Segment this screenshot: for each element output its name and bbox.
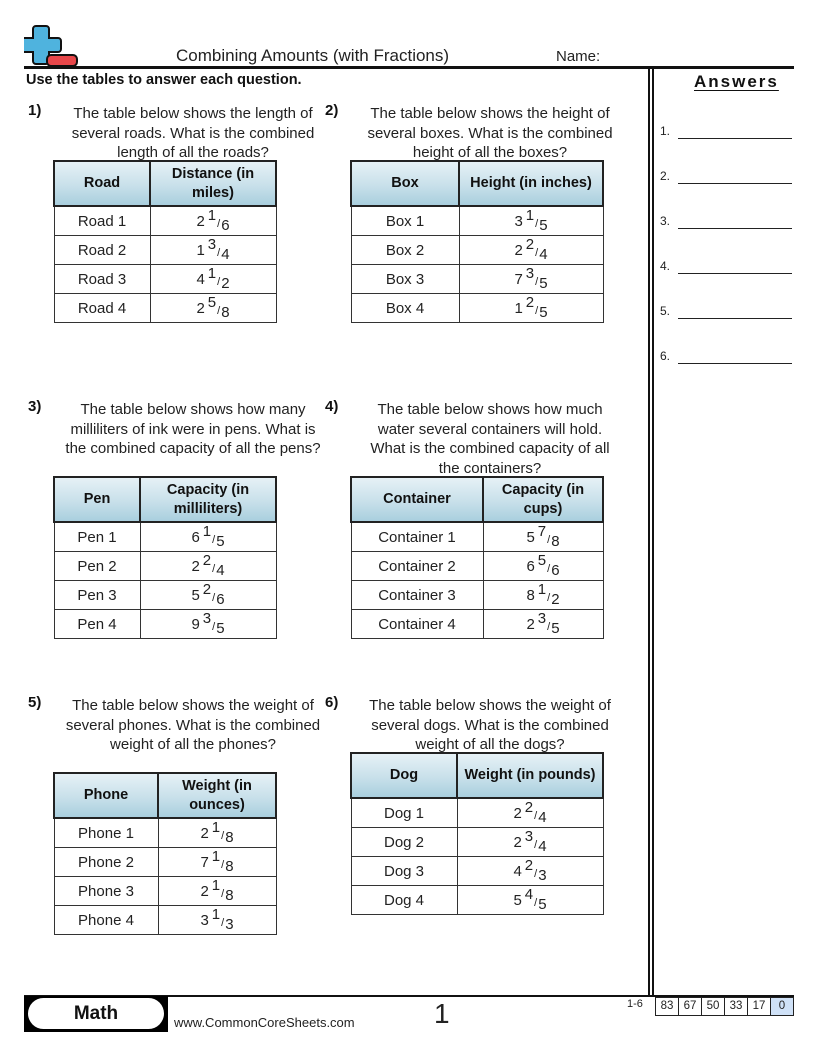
whole-part: 4 <box>196 270 205 288</box>
numerator: 4 <box>524 885 534 903</box>
row-label: Box 4 <box>351 294 459 323</box>
denominator: 2 <box>551 590 560 608</box>
numerator: 5 <box>537 551 547 569</box>
numerator: 1 <box>211 876 221 894</box>
answer-column-divider <box>648 69 650 996</box>
fraction-slash: / <box>534 809 538 822</box>
table-header-row <box>351 161 603 206</box>
whole-part: 5 <box>191 586 200 604</box>
table-row <box>54 522 276 552</box>
whole-part: 2 <box>526 615 535 633</box>
denominator: 4 <box>538 837 547 855</box>
mixed-number <box>196 235 230 263</box>
instructions: Use the tables to answer each question. <box>26 72 302 88</box>
denominator: 8 <box>225 857 234 875</box>
subject-label: Math <box>28 998 164 1029</box>
table-row <box>54 265 276 294</box>
numerator: 2 <box>524 856 534 874</box>
whole-part: 2 <box>514 241 523 259</box>
whole-part: 9 <box>191 615 200 633</box>
problem-range: 1-6 <box>627 998 643 1010</box>
table-header-row <box>54 161 276 206</box>
score-cell: 67 <box>678 998 701 1015</box>
row-value <box>483 581 603 610</box>
whole-part: 4 <box>513 862 522 880</box>
row-value <box>459 265 603 294</box>
denominator: 4 <box>216 561 225 579</box>
header-rule <box>24 66 794 69</box>
whole-part: 7 <box>514 270 523 288</box>
mixed-number <box>191 609 225 637</box>
problem-text: The table below shows how many milliliters of ink were in pens. What is the combined capacity of all the pens? <box>65 401 321 457</box>
answers-title: Answers <box>694 72 779 91</box>
numerator: 7 <box>537 522 547 540</box>
table-header-row <box>351 477 603 522</box>
fraction-slash: / <box>221 858 225 871</box>
row-label: Phone 4 <box>54 906 158 935</box>
problem-number: 1) <box>28 102 42 119</box>
numerator: 3 <box>207 235 217 253</box>
whole-part: 2 <box>513 833 522 851</box>
column-header: Box <box>351 161 459 206</box>
whole-part: 2 <box>196 299 205 317</box>
fraction-slash: / <box>221 916 225 929</box>
fraction-slash: / <box>212 533 216 546</box>
fraction-slash: / <box>535 217 539 230</box>
row-value <box>140 552 276 581</box>
mixed-number <box>513 827 547 855</box>
fraction-slash: / <box>212 591 216 604</box>
numerator: 3 <box>537 609 547 627</box>
table-row <box>54 552 276 581</box>
row-label: Pen 3 <box>54 581 140 610</box>
score-cell: 50 <box>701 998 724 1015</box>
numerator: 1 <box>537 580 547 598</box>
mixed-number <box>191 551 225 579</box>
row-value <box>150 206 276 236</box>
denominator: 6 <box>216 590 225 608</box>
table-row <box>351 610 603 639</box>
fraction-slash: / <box>547 591 551 604</box>
row-label: Dog 2 <box>351 828 457 857</box>
fraction-slash: / <box>217 275 221 288</box>
row-value <box>459 294 603 323</box>
fraction-slash: / <box>547 562 551 575</box>
numerator: 2 <box>202 580 212 598</box>
fraction-slash: / <box>212 620 216 633</box>
whole-part: 2 <box>513 804 522 822</box>
whole-part: 6 <box>526 557 535 575</box>
table-row <box>351 886 603 915</box>
answer-number: 1. <box>660 124 671 138</box>
row-value <box>140 522 276 552</box>
problem-text: The table below shows how much water several containers will hold. What is the combined capacity of all the containers? <box>370 401 610 477</box>
denominator: 8 <box>225 828 234 846</box>
column-header: Capacity (in milliliters) <box>140 477 276 522</box>
table-row <box>54 877 276 906</box>
column-header: Weight (in pounds) <box>457 753 603 798</box>
numerator: 1 <box>211 847 221 865</box>
numerator: 2 <box>524 798 534 816</box>
denominator: 8 <box>551 532 560 550</box>
whole-part: 2 <box>191 557 200 575</box>
row-label: Container 3 <box>351 581 483 610</box>
name-label: Name: <box>556 48 601 65</box>
whole-part: 8 <box>526 586 535 604</box>
row-value <box>457 828 603 857</box>
mixed-number <box>196 293 230 321</box>
row-label: Pen 4 <box>54 610 140 639</box>
table-row <box>54 906 276 935</box>
fraction-slash: / <box>221 887 225 900</box>
mixed-number <box>191 522 225 550</box>
row-label: Container 1 <box>351 522 483 552</box>
denominator: 4 <box>539 245 548 263</box>
row-value <box>158 818 276 848</box>
answer-line[interactable] <box>678 318 792 319</box>
column-header: Height (in inches) <box>459 161 603 206</box>
denominator: 6 <box>221 216 230 234</box>
data-table <box>53 772 277 935</box>
answer-number: 5. <box>660 304 671 318</box>
whole-part: 6 <box>191 528 200 546</box>
numerator: 3 <box>524 827 534 845</box>
score-cell: 17 <box>747 998 770 1015</box>
row-value <box>457 798 603 828</box>
problem-text: The table below shows the weight of several dogs. What is the combined weight of all the dogs? <box>369 697 611 753</box>
row-label: Phone 1 <box>54 818 158 848</box>
answer-slot-5[interactable] <box>660 304 800 324</box>
row-value <box>140 610 276 639</box>
numerator: 1 <box>211 818 221 836</box>
column-header: Distance (in miles) <box>150 161 276 206</box>
denominator: 6 <box>551 561 560 579</box>
row-value <box>483 522 603 552</box>
table-row <box>351 294 603 323</box>
denominator: 8 <box>221 303 230 321</box>
column-header: Pen <box>54 477 140 522</box>
column-header: Road <box>54 161 150 206</box>
problem-text: The table below shows the length of several roads. What is the combined length of all the roads? <box>71 105 315 161</box>
table-row <box>54 294 276 323</box>
table-row <box>54 818 276 848</box>
column-header: Container <box>351 477 483 522</box>
fraction-slash: / <box>535 246 539 259</box>
problem-number: 2) <box>325 102 339 119</box>
row-label: Phone 2 <box>54 848 158 877</box>
site-url[interactable]: www.CommonCoreSheets.com <box>174 1015 355 1030</box>
row-value <box>457 886 603 915</box>
numerator: 5 <box>207 293 217 311</box>
whole-part: 5 <box>526 528 535 546</box>
row-label: Road 2 <box>54 236 150 265</box>
whole-part: 3 <box>200 911 209 929</box>
answer-line[interactable] <box>678 363 792 364</box>
mixed-number <box>200 847 234 875</box>
row-value <box>150 265 276 294</box>
table-row <box>351 828 603 857</box>
answer-number: 2. <box>660 169 671 183</box>
denominator: 8 <box>225 886 234 904</box>
table-row <box>351 236 603 265</box>
score-cell: 0 <box>770 998 793 1015</box>
problem-number: 6) <box>325 694 339 711</box>
table-row <box>351 265 603 294</box>
fraction-slash: / <box>212 562 216 575</box>
denominator: 5 <box>539 274 548 292</box>
table-header-row <box>351 753 603 798</box>
whole-part: 5 <box>513 891 522 909</box>
mixed-number <box>196 206 230 234</box>
column-header: Dog <box>351 753 457 798</box>
table-row <box>351 206 603 236</box>
fraction-slash: / <box>547 533 551 546</box>
row-value <box>150 294 276 323</box>
data-table <box>53 160 277 323</box>
whole-part: 7 <box>200 853 209 871</box>
numerator: 3 <box>202 609 212 627</box>
answer-slot-1[interactable] <box>660 124 800 144</box>
answer-line[interactable] <box>678 138 792 139</box>
denominator: 5 <box>539 303 548 321</box>
denominator: 4 <box>221 245 230 263</box>
answer-line[interactable] <box>678 183 792 184</box>
score-strip <box>655 997 794 1016</box>
row-label: Phone 3 <box>54 877 158 906</box>
fraction-slash: / <box>217 304 221 317</box>
mixed-number <box>526 551 560 579</box>
table-row <box>351 798 603 828</box>
mixed-number <box>526 580 560 608</box>
whole-part: 2 <box>200 824 209 842</box>
table-row <box>54 848 276 877</box>
answer-slot-3[interactable] <box>660 214 800 234</box>
score-cell: 33 <box>724 998 747 1015</box>
mixed-number <box>526 609 560 637</box>
row-label: Container 4 <box>351 610 483 639</box>
row-value <box>459 206 603 236</box>
row-label: Box 2 <box>351 236 459 265</box>
table-row <box>351 581 603 610</box>
column-header: Weight (in ounces) <box>158 773 276 818</box>
denominator: 5 <box>538 895 547 913</box>
fraction-slash: / <box>534 867 538 880</box>
denominator: 5 <box>539 216 548 234</box>
plus-minus-logo-icon <box>24 24 80 68</box>
numerator: 1 <box>207 264 217 282</box>
mixed-number <box>191 580 225 608</box>
fraction-slash: / <box>534 838 538 851</box>
row-value <box>158 877 276 906</box>
table-header-row <box>54 477 276 522</box>
whole-part: 2 <box>200 882 209 900</box>
answer-number: 6. <box>660 349 671 363</box>
row-label: Dog 4 <box>351 886 457 915</box>
worksheet-title: Combining Amounts (with Fractions) <box>176 46 450 65</box>
row-value <box>150 236 276 265</box>
fraction-slash: / <box>534 896 538 909</box>
fraction-slash: / <box>535 275 539 288</box>
mixed-number <box>200 905 234 933</box>
problem-number: 4) <box>325 398 339 415</box>
row-label: Road 4 <box>54 294 150 323</box>
mixed-number <box>514 293 548 321</box>
row-label: Box 1 <box>351 206 459 236</box>
page-number: 1 <box>434 998 450 1029</box>
numerator: 2 <box>525 293 535 311</box>
table-row <box>351 522 603 552</box>
row-value <box>158 848 276 877</box>
row-value <box>483 552 603 581</box>
data-table <box>53 476 277 639</box>
row-label: Dog 1 <box>351 798 457 828</box>
answer-number: 3. <box>660 214 671 228</box>
mixed-number <box>513 856 547 884</box>
row-label: Box 3 <box>351 265 459 294</box>
answer-slot-2[interactable] <box>660 169 800 189</box>
answer-column-divider <box>652 69 654 996</box>
table-header-row <box>54 773 276 818</box>
row-label: Pen 2 <box>54 552 140 581</box>
answer-line[interactable] <box>678 273 792 274</box>
answer-number: 4. <box>660 259 671 273</box>
whole-part: 3 <box>514 212 523 230</box>
row-value <box>483 610 603 639</box>
table-row <box>54 581 276 610</box>
denominator: 3 <box>225 915 234 933</box>
whole-part: 2 <box>196 212 205 230</box>
mixed-number <box>514 235 548 263</box>
denominator: 2 <box>221 274 230 292</box>
table-row <box>351 552 603 581</box>
table-row <box>54 236 276 265</box>
mixed-number <box>200 818 234 846</box>
fraction-slash: / <box>535 304 539 317</box>
row-label: Road 1 <box>54 206 150 236</box>
numerator: 3 <box>525 264 535 282</box>
row-value <box>158 906 276 935</box>
mixed-number <box>514 206 548 234</box>
numerator: 2 <box>202 551 212 569</box>
numerator: 1 <box>207 206 217 224</box>
row-value <box>459 236 603 265</box>
answer-slot-4[interactable] <box>660 259 800 279</box>
denominator: 5 <box>216 532 225 550</box>
table-row <box>54 206 276 236</box>
column-header: Phone <box>54 773 158 818</box>
table-row <box>54 610 276 639</box>
numerator: 2 <box>525 235 535 253</box>
mixed-number <box>513 798 547 826</box>
numerator: 1 <box>525 206 535 224</box>
fraction-slash: / <box>217 246 221 259</box>
fraction-slash: / <box>217 217 221 230</box>
data-table <box>350 476 604 639</box>
problem-text: The table below shows the height of several boxes. What is the combined height of all the boxes? <box>367 105 613 161</box>
answer-line[interactable] <box>678 228 792 229</box>
denominator: 5 <box>216 619 225 637</box>
row-label: Pen 1 <box>54 522 140 552</box>
mixed-number <box>196 264 230 292</box>
answer-slot-6[interactable] <box>660 349 800 369</box>
mixed-number <box>514 264 548 292</box>
denominator: 4 <box>538 808 547 826</box>
mixed-number <box>200 876 234 904</box>
denominator: 5 <box>551 619 560 637</box>
row-value <box>457 857 603 886</box>
row-value <box>140 581 276 610</box>
score-cell: 83 <box>660 1000 674 1012</box>
mixed-number <box>526 522 560 550</box>
whole-part: 1 <box>196 241 205 259</box>
mixed-number <box>513 885 547 913</box>
row-label: Container 2 <box>351 552 483 581</box>
fraction-slash: / <box>221 829 225 842</box>
table-row <box>351 857 603 886</box>
problem-number: 3) <box>28 398 42 415</box>
numerator: 1 <box>211 905 221 923</box>
problem-text: The table below shows the weight of several phones. What is the combined weight of all the phones? <box>65 697 321 753</box>
denominator: 3 <box>538 866 547 884</box>
row-label: Road 3 <box>54 265 150 294</box>
data-table <box>350 752 604 915</box>
fraction-slash: / <box>547 620 551 633</box>
whole-part: 1 <box>514 299 523 317</box>
data-table <box>350 160 604 323</box>
problem-number: 5) <box>28 694 42 711</box>
row-label: Dog 3 <box>351 857 457 886</box>
numerator: 1 <box>202 522 212 540</box>
column-header: Capacity (in cups) <box>483 477 603 522</box>
